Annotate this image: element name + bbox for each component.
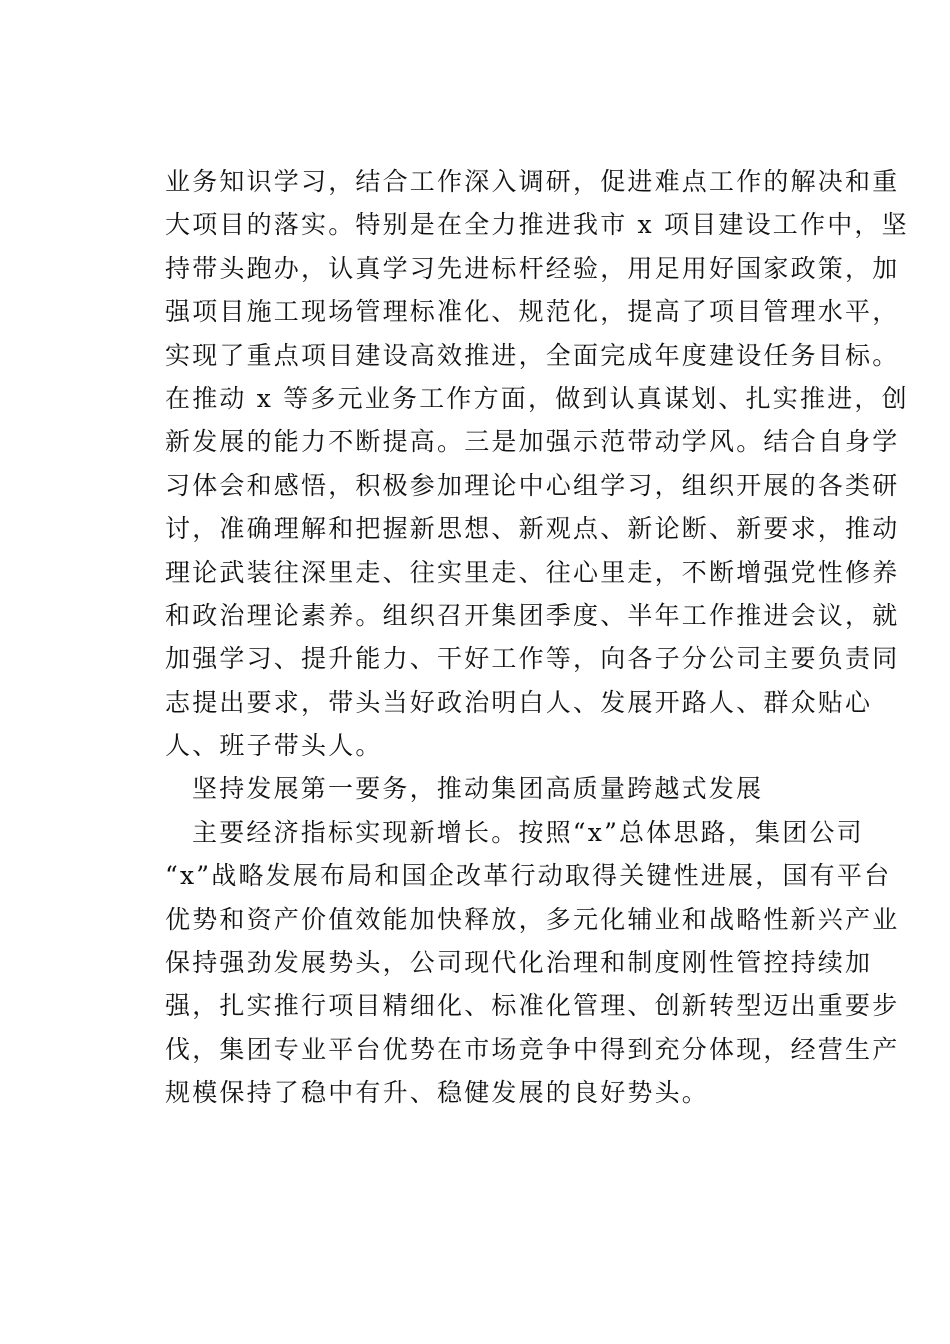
text-line: 强，扎实推行项目精细化、标准化管理、创新转型迈出重要步: [165, 991, 900, 1021]
text-line: 规模保持了稳中有升、稳健发展的良好势头。: [165, 1078, 710, 1108]
text-line: 加强学习、提升能力、干好工作等，向各子分公司主要负责同: [165, 644, 900, 674]
text-line: 优势和资产价值效能加快释放，多元化辅业和战略性新兴产业: [165, 904, 900, 934]
text-line: 理论武装往深里走、往实里走、往心里走，不断增强党性修养: [165, 557, 900, 587]
text-line: 持带头跑办，认真学习先进标杆经验，用足用好国家政策，加: [165, 253, 900, 283]
text-line: 业务知识学习，结合工作深入调研，促进难点工作的解决和重: [165, 167, 900, 196]
paragraph-continuation: [165, 160, 909, 767]
text-line: 大项目的落实。特别是在全力推进我市 x 项目建设工作中，坚: [165, 210, 909, 240]
text-line: 强项目施工现场管理标准化、规范化，提高了项目管理水平，: [165, 297, 900, 327]
text-line: 志提出要求，带头当好政治明白人、发展开路人、群众贴心: [165, 687, 873, 717]
text-line: 习体会和感悟，积极参加理论中心组学习，组织开展的各类研: [165, 470, 900, 500]
text-line: 人、班子带头人。: [165, 731, 383, 761]
text-line: 新发展的能力不断提高。三是加强示范带动学风。结合自身学: [165, 427, 900, 457]
text-line: 在推动 x 等多元业务工作方面，做到认真谋划、扎实推进，创: [165, 383, 909, 413]
text-line: 和政治理论素养。组织召开集团季度、半年工作推进会议，就: [165, 600, 900, 630]
text-line: “x”战略发展布局和国企改革行动取得关键性进展，国有平台: [165, 861, 892, 891]
text-line: 保持强劲发展势头，公司现代化治理和制度刚性管控持续加: [165, 948, 873, 978]
text-line: 主要经济指标实现新增长。按照“x”总体思路，集团公司: [192, 817, 864, 847]
document-page: [165, 160, 909, 1115]
text-line: 实现了重点项目建设高效推进，全面完成年度建设任务目标。: [165, 340, 900, 370]
paragraph-economic-indicators: [165, 811, 900, 1115]
text-line: 伐，集团专业平台优势在市场竞争中得到充分体现，经营生产: [165, 1034, 900, 1064]
section-heading: 坚持发展第一要务，推动集团高质量跨越式发展: [192, 774, 764, 804]
text-line: 讨，准确理解和把握新思想、新观点、新论断、新要求，推动: [165, 514, 900, 544]
